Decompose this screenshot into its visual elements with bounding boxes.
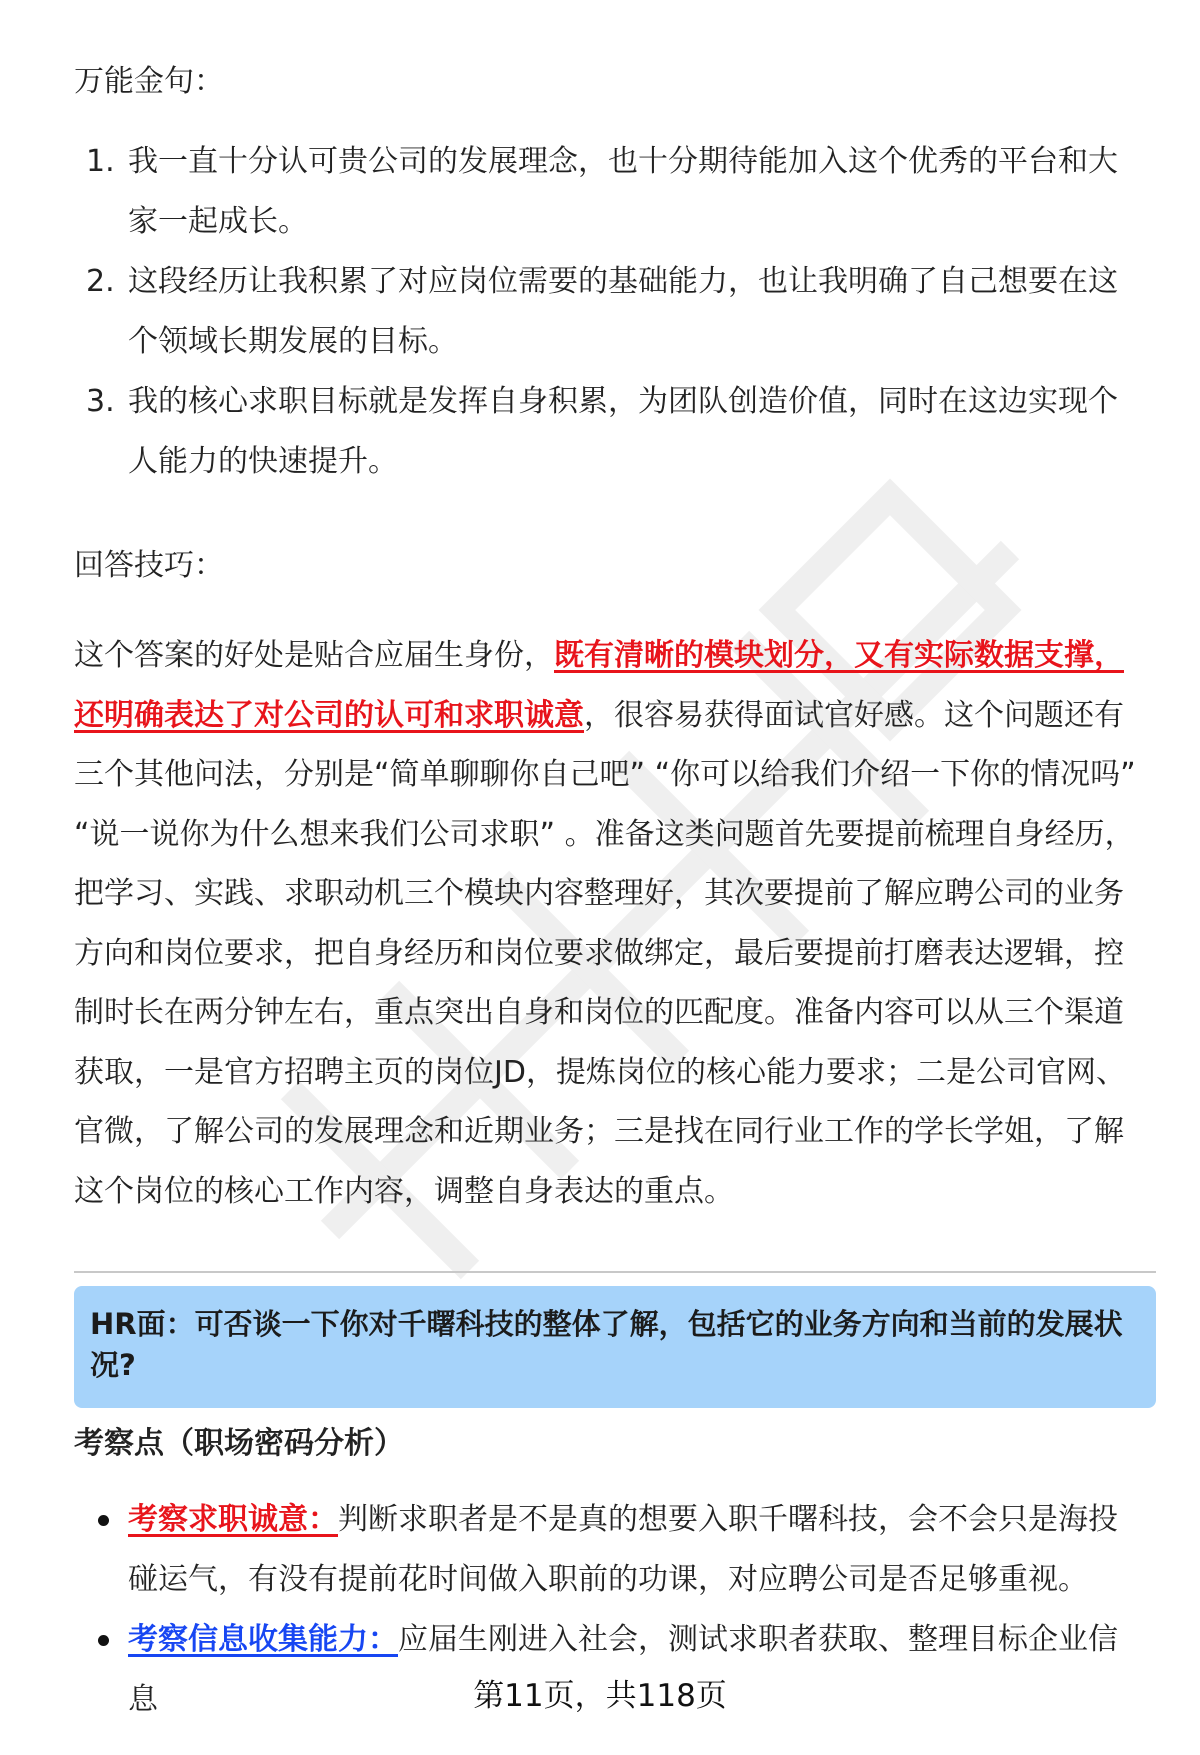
golden-sentences-title: 万能金句：: [74, 64, 224, 99]
section-divider: [74, 1271, 1156, 1273]
tips-body: ，很容易获得面试官好感。这个问题还有三个其他问法，分别是“简单聊聊你自己吧” “你可以给我们介绍一下你的情况吗” “说一说你为什么想来我们公司求职” 。准备这类问题首先要提前梳理自身经历，把学习、实践、求职动机三个模块内容整理好，其次要提前了解应聘公司的业务方向和岗位要求，把自身经历和岗位要求做绑定，最后要提前打磨表达逻辑，控制时长在两分钟左右，重点突出自身和岗位的匹配度。准备内容可以从三个渠道获取，一是官方招聘主页的岗位JD，提炼岗位的核心能力要求；二是公司官网、官微，了解公司的发展理念和近期业务；三是找在同行业工作的学长学姐，了解这个岗位的核心工作内容，调整自身表达的重点。: [74, 697, 1136, 1209]
tips-title: 回答技巧：: [74, 548, 224, 583]
list-item-number: 3.: [86, 384, 115, 419]
list-item: [74, 372, 1144, 492]
bullet-label: 考察信息收集能力：: [128, 1622, 398, 1657]
tips-intro: 这个答案的好处是贴合应届生身份，: [74, 638, 554, 673]
bullet-label: 考察求职诚意：: [128, 1502, 338, 1537]
golden-sentences-list: [74, 132, 1144, 492]
bullet-text: 应届生刚进入社会，测试求职者获取、整理目标企业信息: [128, 1622, 1118, 1717]
question-text: HR面：可否谈一下你对千曙科技的整体了解，包括它的业务方向和当前的发展状况?: [90, 1307, 1123, 1382]
list-item-number: 1.: [86, 144, 115, 179]
bullet-dot-icon: [98, 1515, 109, 1526]
list-item-text: 这段经历让我积累了对应岗位需要的基础能力，也让我明确了自己想要在这个领域长期发展的目标。: [128, 264, 1118, 359]
list-item-text: 我的核心求职目标就是发挥自身积累，为团队创造价值，同时在这边实现个人能力的快速提升。: [128, 384, 1118, 479]
question-box: [74, 1286, 1156, 1408]
list-item-text: 我一直十分认可贵公司的发展理念，也十分期待能加入这个优秀的平台和大家一起成长。: [128, 144, 1118, 239]
list-item-number: 2.: [86, 264, 115, 299]
list-item: [74, 252, 1144, 372]
page-number: 第11页，共118页: [473, 1678, 727, 1714]
tips-paragraph: [74, 626, 1144, 1221]
bullet-dot-icon: [98, 1635, 109, 1646]
tips-highlight: 既有清晰的模块划分，又有实际数据支撑，还明确表达了对公司的认可和求职诚意: [74, 638, 1124, 733]
bullet-text: 判断求职者是不是真的想要入职千曙科技，会不会只是海投碰运气，有没有提前花时间做入职前的功课，对应聘公司是否足够重视。: [128, 1502, 1118, 1597]
list-item: [74, 132, 1144, 252]
list-item: [74, 1490, 1144, 1610]
analysis-title: 考察点（职场密码分析）: [74, 1426, 404, 1461]
